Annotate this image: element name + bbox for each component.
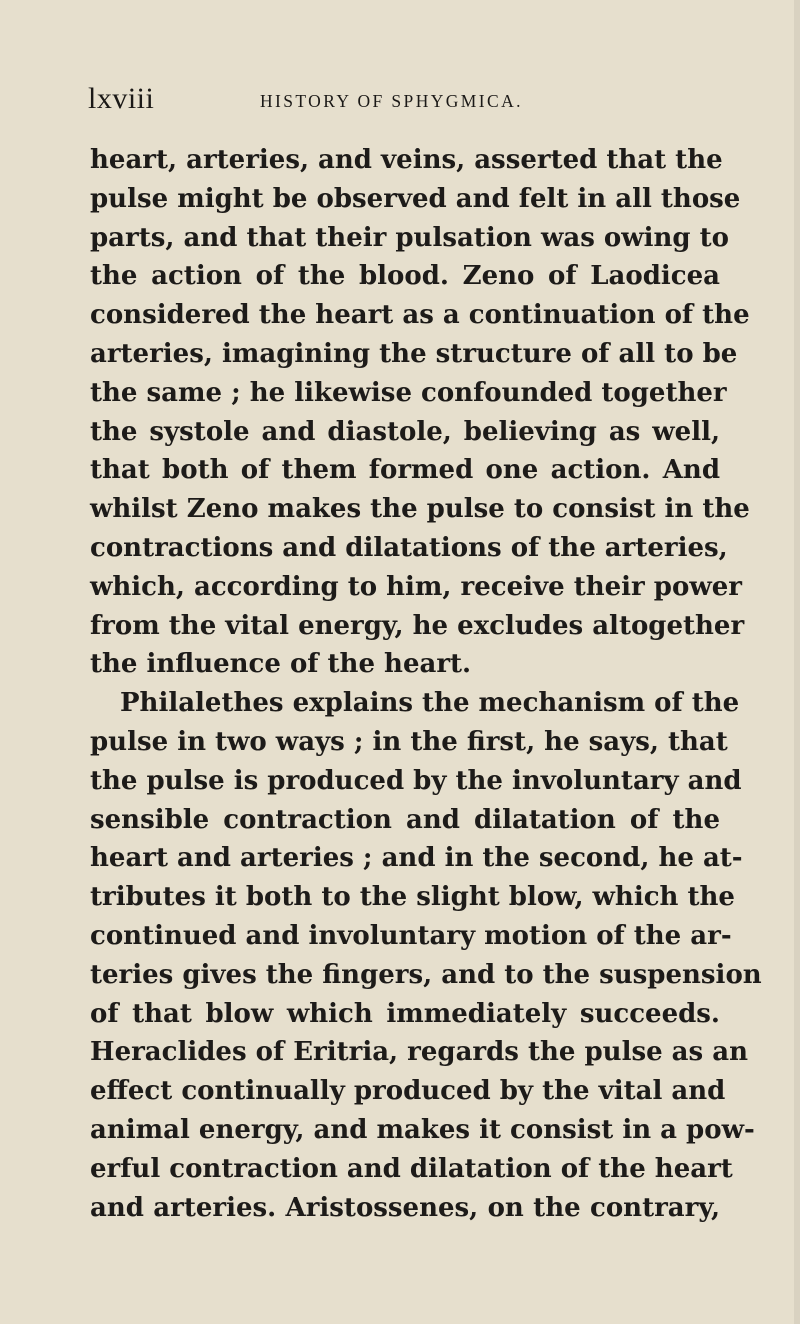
text-line: which, according to him, receive their power <box>90 571 742 602</box>
paragraph-2 <box>90 684 762 1227</box>
text-line: arteries, imagining the structure of all to be <box>90 338 738 369</box>
running-head: HISTORY OF SPHYGMICA. <box>260 91 523 111</box>
text-line: the pulse is produced by the involuntary and <box>90 765 742 796</box>
text-line: that both of them formed one action. And <box>90 455 720 486</box>
text-line: from the vital energy, he excludes altogether <box>90 610 745 641</box>
text-line: continued and involuntary motion of the ar- <box>90 920 732 951</box>
text-line: animal energy, and makes it consist in a pow- <box>90 1114 755 1145</box>
text-line: the influence of the heart. <box>90 649 472 680</box>
paragraph-1 <box>90 141 750 684</box>
page-header <box>88 82 728 122</box>
text-line: sensible contraction and dilatation of the <box>90 804 720 835</box>
text-line: heart, arteries, and veins, asserted that the <box>90 145 723 175</box>
text-line: pulse might be observed and felt in all those <box>90 183 741 214</box>
page-edge <box>794 0 800 1324</box>
text-line: the systole and diastole, believing as well, <box>90 416 720 447</box>
text-line: and arteries. Aristossenes, on the contrary, <box>90 1192 720 1223</box>
text-line: the action of the blood. Zeno of Laodicea <box>90 261 720 292</box>
text-line: pulse in two ways ; in the first, he says, that <box>90 726 728 757</box>
text-line: contractions and dilatations of the arteries, <box>90 532 728 563</box>
page-number: lxviii <box>88 82 155 115</box>
text-line: teries gives the fingers, and to the suspension <box>90 959 762 990</box>
body-text <box>90 141 762 1227</box>
text-line: parts, and that their pulsation was owing to <box>90 222 729 253</box>
text-line: tributes it both to the slight blow, which the <box>90 882 735 913</box>
text-line: whilst Zeno makes the pulse to consist in the <box>90 494 750 525</box>
text-line: Philalethes explains the mechanism of the <box>120 688 740 719</box>
text-line: Heraclides of Eritria, regards the pulse as an <box>90 1037 748 1068</box>
text-line: of that blow which immediately succeeds. <box>90 998 720 1029</box>
text-line: erful contraction and dilatation of the heart <box>90 1153 733 1184</box>
text-line: heart and arteries ; and in the second, he at- <box>90 843 743 874</box>
text-line: the same ; he likewise confounded together <box>90 377 727 408</box>
text-line: effect continually produced by the vital and <box>90 1076 726 1107</box>
text-line: considered the heart as a continuation of the <box>90 300 750 331</box>
